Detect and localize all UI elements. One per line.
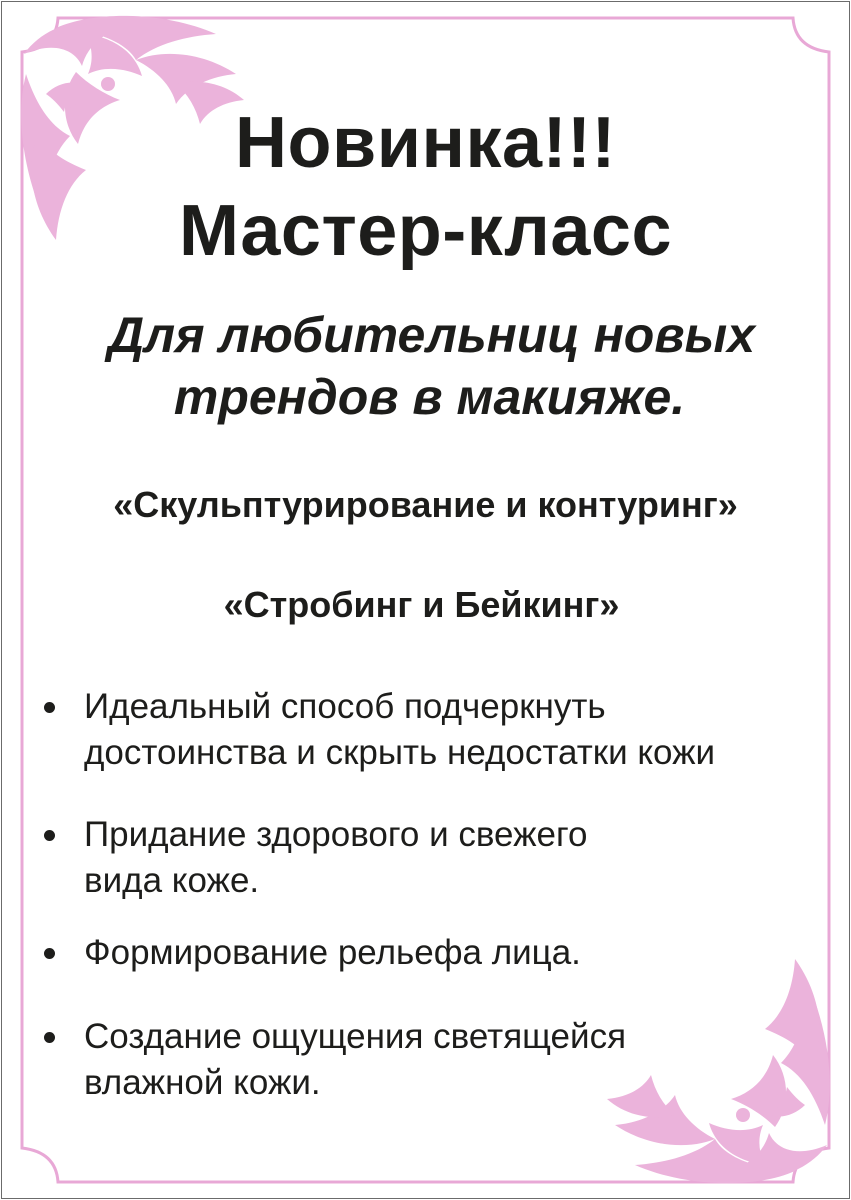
list-item-text: [84, 1014, 824, 1106]
bullet-dot-icon: [44, 830, 55, 841]
bullet-dot-icon: [44, 948, 55, 959]
list-item-line: вида коже.: [84, 861, 260, 900]
list-item-line: Создание ощущения светящейся: [84, 1017, 627, 1056]
list-item-text: [84, 812, 824, 904]
list-item-line: Идеальный способ подчеркнуть: [84, 687, 606, 726]
title-line-1: Новинка!!!: [235, 103, 616, 183]
list-item-line: Придание здорового и свежего: [84, 815, 588, 854]
course-title-2: «Стробинг и Бейкинг»: [223, 584, 620, 625]
title-line-2: Мастер-класс: [179, 191, 672, 271]
list-item-text: [84, 930, 824, 976]
list-item-line: достоинства и скрыть недостатки кожи: [84, 733, 716, 772]
subtitle-line-1: Для любительниц новых: [107, 307, 756, 363]
course-title-1: «Скульптурирование и контуринг»: [113, 484, 738, 525]
list-item-line: Формирование рельефа лица.: [84, 933, 581, 972]
subtitle-line-2: трендов в макияже.: [173, 369, 686, 425]
list-item-line: влажной кожи.: [84, 1063, 321, 1102]
list-item-text: [84, 684, 824, 776]
bullet-dot-icon: [44, 702, 55, 713]
bullet-dot-icon: [44, 1032, 55, 1043]
